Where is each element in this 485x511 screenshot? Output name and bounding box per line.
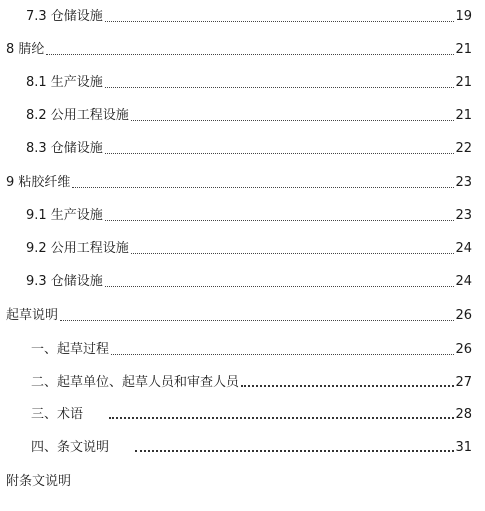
toc-entry-label: 9.1 生产设施 <box>26 208 103 223</box>
toc-entry-drafting-process[interactable] <box>0 339 472 359</box>
toc-entry-label: 四、条文说明 <box>31 440 110 455</box>
toc-entry-terms[interactable] <box>0 404 472 424</box>
toc-entry-page: 31 <box>455 440 472 455</box>
toc-entry-label: 8 腈纶 <box>6 42 45 57</box>
dot-leader <box>72 186 454 188</box>
toc-entry-page: 24 <box>455 241 472 256</box>
toc-entry-8-1[interactable] <box>0 72 472 92</box>
toc-entry-page: 19 <box>455 9 472 24</box>
dot-leader <box>105 152 455 154</box>
toc-entry-label: 8.3 仓储设施 <box>26 141 103 156</box>
toc-entry-page: 23 <box>455 208 472 223</box>
dot-leader <box>131 252 455 254</box>
toc-entry-label: 9.2 公用工程设施 <box>26 241 129 256</box>
dot-leader <box>105 285 455 287</box>
toc-entry-page: 24 <box>455 274 472 289</box>
toc-entry-page: 21 <box>455 42 472 57</box>
dot-leader <box>46 53 454 55</box>
toc-entry-page: 22 <box>455 141 472 156</box>
toc-entry-9-1[interactable] <box>0 205 472 225</box>
toc-entry-label: 8.1 生产设施 <box>26 75 103 90</box>
dot-leader <box>131 119 455 121</box>
toc-entry-page: 26 <box>455 308 472 323</box>
toc-entry-7-3[interactable] <box>0 6 472 26</box>
toc-entry-label: 9 粘胶纤维 <box>6 175 71 190</box>
toc-entry-9[interactable] <box>0 172 472 192</box>
dot-leader <box>241 384 454 387</box>
dot-leader <box>105 86 455 88</box>
toc-entry-appendix-clause-notes[interactable] <box>0 471 472 491</box>
toc-entry-page: 21 <box>455 75 472 90</box>
toc-entry-label: 7.3 仓储设施 <box>26 9 103 24</box>
dot-leader <box>109 416 454 419</box>
dot-leader <box>111 353 454 355</box>
toc-entry-8-3[interactable] <box>0 138 472 158</box>
toc-entry-label: 二、起草单位、起草人员和审查人员 <box>31 375 240 390</box>
toc-entry-drafting-units[interactable] <box>0 372 472 392</box>
dot-leader <box>105 219 455 221</box>
toc-entry-page: 27 <box>455 375 472 390</box>
toc-entry-page: 23 <box>455 175 472 190</box>
toc-entry-label: 附条文说明 <box>6 474 72 489</box>
toc-entry-8[interactable] <box>0 39 472 59</box>
toc-entry-page: 28 <box>455 407 472 422</box>
toc-entry-label: 三、术语 <box>31 407 84 422</box>
toc-entry-drafting-notes[interactable] <box>0 305 472 325</box>
toc-entry-label: 8.2 公用工程设施 <box>26 108 129 123</box>
toc-entry-label: 9.3 仓储设施 <box>26 274 103 289</box>
toc-entry-8-2[interactable] <box>0 105 472 125</box>
toc-entry-clause-notes[interactable] <box>0 437 472 457</box>
dot-leader <box>135 449 454 452</box>
dot-leader <box>60 319 454 321</box>
toc-entry-page: 21 <box>455 108 472 123</box>
toc-entry-label: 一、起草过程 <box>31 342 110 357</box>
toc-entry-page: 26 <box>455 342 472 357</box>
toc-entry-9-2[interactable] <box>0 238 472 258</box>
toc-entry-9-3[interactable] <box>0 271 472 291</box>
dot-leader <box>105 20 455 22</box>
toc-entry-label: 起草说明 <box>6 308 59 323</box>
